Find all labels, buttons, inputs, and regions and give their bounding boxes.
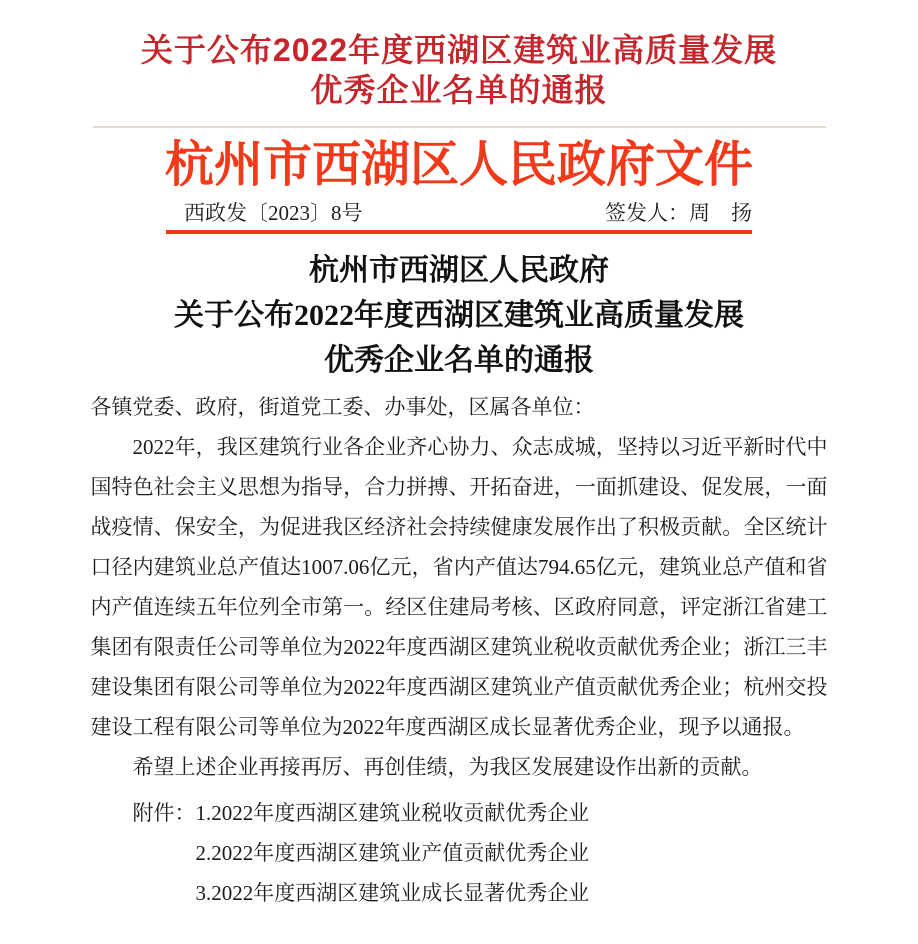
attachment-item: 2.2022年度西湖区建筑业产值贡献优秀企业 [195, 841, 590, 865]
body-paragraph-2: 希望上述企业再接再厉、再创佳绩，为我区发展建设作出新的贡献。 [132, 755, 763, 779]
attachment-item: 3.2022年度西湖区建筑业成长显著优秀企业 [195, 881, 590, 905]
letterhead-title: 杭州市西湖区人民政府文件 [164, 137, 753, 192]
salutation: 各镇党委、政府，街道党工委、办事处，区属各单位： [90, 395, 595, 419]
attachments-list [196, 793, 828, 913]
signer-name: 周 扬 [689, 201, 752, 225]
body-paragraph-1: 2022年，我区建筑行业各企业齐心协力、众志成城，坚持以习近平新时代中国特色社会主义思想为指导，合力拼搏、开拓奋进，一面抓建设、促发展，一面战疫情、保安全，为促进我区经济社会持续健康发展作出了积极贡献。全区统计口径内建筑业总产值达1007.06亿元，省内产值达794.65亿元，建筑业总产值和省内产值连续五年位列全市第一。经区住建局考核、区政府同意，评定浙江省建工集团有限责任公司等单位为2022年度西湖区建筑业税收贡献优秀企业；浙江三丰建设集团有限公司等单位为2022年度西湖区建筑业产值贡献优秀企业；杭州交投建设工程有限公司等单位为2022年度西湖区成长显著优秀企业，现予以通报。 [90, 435, 828, 739]
attachments-label: 附件： [132, 801, 196, 825]
heading-line-2: 关于公布2022年度西湖区建筑业高质量发展 [174, 299, 744, 332]
page-title-line-1: 关于公布2022年度西湖区建筑业高质量发展 [140, 32, 778, 68]
attachments-block [133, 793, 828, 913]
document-meta-row [166, 200, 752, 226]
attachment-item: 1.2022年度西湖区建筑业税收贡献优秀企业 [195, 801, 590, 825]
letterhead-red-rule [166, 230, 752, 234]
section-divider [93, 126, 826, 128]
signer-label: 签发人： [605, 201, 689, 225]
document-number: 西政发〔2023〕8号 [184, 201, 363, 225]
signer [605, 200, 752, 226]
heading-line-3: 优秀企业名单的通报 [324, 344, 594, 377]
document-body [91, 387, 828, 913]
page-title [0, 0, 918, 110]
page-title-line-2: 优秀企业名单的通报 [310, 72, 608, 108]
document-heading [0, 248, 918, 383]
heading-line-1: 杭州市西湖区人民政府 [309, 254, 609, 287]
